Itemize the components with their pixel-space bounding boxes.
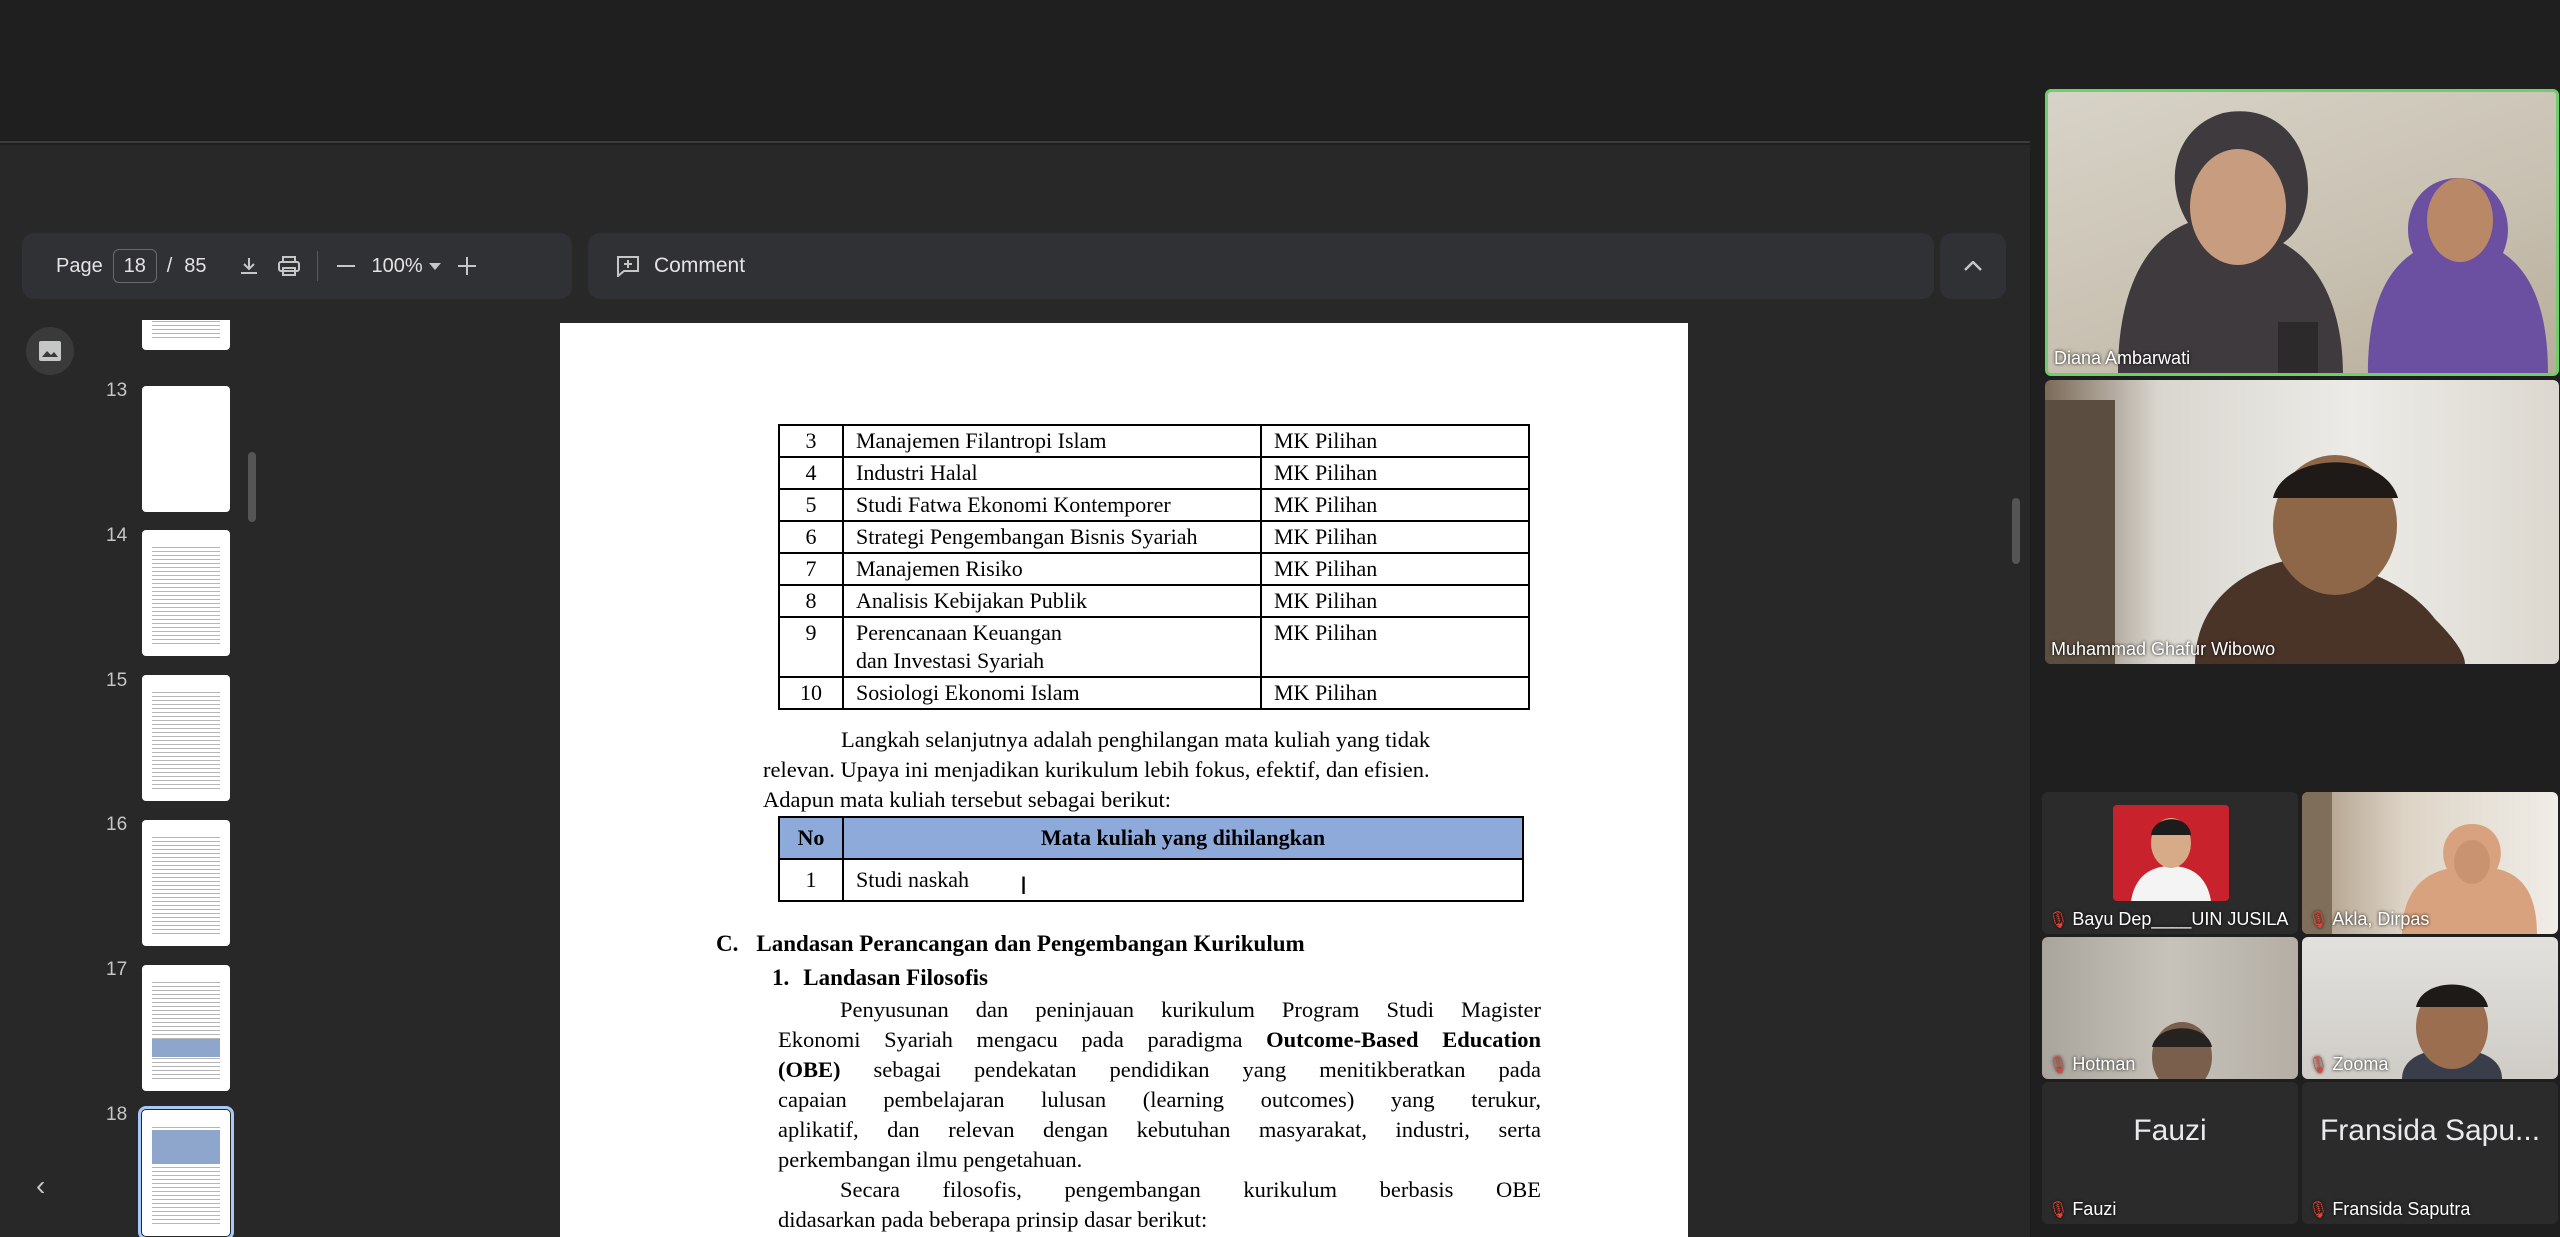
text-line: Penyusunan dan peninjauan kurikulum Program Studi Magister <box>840 997 1541 1022</box>
cell-name <box>843 617 1261 677</box>
subsection-heading-1 <box>772 965 988 991</box>
participant-name-row <box>2308 909 2429 930</box>
print-icon[interactable] <box>269 246 309 286</box>
participant-video <box>2045 380 2559 664</box>
pdf-page <box>560 323 1688 1237</box>
text-line: Adapun mata kuliah tersebut sebagai berikut: <box>763 787 1171 812</box>
text-line <box>778 1025 1541 1055</box>
document-scrollbar[interactable] <box>2012 498 2020 564</box>
docs-header <box>0 0 2030 143</box>
participant-tile-fransida[interactable] <box>2302 1082 2558 1224</box>
cell-no: 5 <box>779 489 843 521</box>
mic-off-icon: 🎙 <box>2048 1201 2069 1219</box>
cell-name-line: dan Investasi Syariah <box>856 648 1045 673</box>
elective-courses-table <box>778 424 1530 710</box>
participant-display-name: Fransida Sapu... <box>2319 1114 2541 1147</box>
subsection-title: Landasan Filosofis <box>803 965 988 990</box>
cell-name: Strategi Pengembangan Bisnis Syariah <box>843 521 1261 553</box>
participant-display-name: Fauzi <box>2133 1114 2207 1147</box>
participant-name: Zooma <box>2332 1054 2389 1074</box>
cell-type: MK Pilihan <box>1261 585 1529 617</box>
chevron-up-icon <box>1964 261 1982 271</box>
thumbnail-number: 16 <box>106 814 128 835</box>
subsection-number: 1. <box>772 965 790 990</box>
participant-name-row <box>2048 1199 2116 1220</box>
mic-off-icon: 🎙 <box>2308 1201 2329 1219</box>
participant-name: Fauzi <box>2072 1199 2117 1219</box>
table-row <box>779 585 1529 617</box>
paragraph-obe <box>778 995 1541 1235</box>
cell-name: Studi Fatwa Ekonomi Kontemporer <box>843 489 1261 521</box>
table-row <box>779 553 1529 585</box>
column-header-no: No <box>779 817 843 859</box>
text-line: Langkah selanjutnya adalah penghilangan mata kuliah yang tidak <box>841 727 1431 752</box>
participant-name-row <box>2048 909 2288 930</box>
meeting-panel <box>2030 0 2560 1237</box>
participant-tile-hotman[interactable] <box>2042 937 2298 1079</box>
page-number-input[interactable]: 18 <box>113 249 157 283</box>
cell-name: Studi naskah <box>843 859 1523 901</box>
cell-type: MK Pilihan <box>1261 617 1529 677</box>
zoom-out-icon[interactable] <box>326 246 366 286</box>
participant-name: Akla, Dirpas <box>2332 909 2430 929</box>
cell-type: MK Pilihan <box>1261 425 1529 457</box>
cell-type: MK Pilihan <box>1261 457 1529 489</box>
column-header-course: Mata kuliah yang dihilangkan <box>843 817 1523 859</box>
cell-name: Analisis Kebijakan Publik <box>843 585 1261 617</box>
cell-no: 8 <box>779 585 843 617</box>
thumbnail-page-15[interactable] <box>142 675 230 801</box>
table-row <box>779 425 1529 457</box>
removed-courses-table <box>778 816 1524 902</box>
collapse-sidebar-icon[interactable]: ‹ <box>36 1170 46 1201</box>
thumbnail-number: 13 <box>106 380 128 401</box>
cell-type: MK Pilihan <box>1261 677 1529 709</box>
text-line: relevan. Upaya ini menjadikan kurikulum lebih fokus, efektif, dan efisien. <box>763 757 1430 782</box>
cell-no: 9 <box>779 617 843 677</box>
participant-name: Bayu Dep____UIN JUSILA <box>2072 909 2289 929</box>
participant-name-row <box>2308 1199 2470 1220</box>
participant-tile-bayu[interactable] <box>2042 792 2298 934</box>
section-title: Landasan Perancangan dan Pengembangan Kurikulum <box>756 931 1305 956</box>
text-span: sebagai pendekatan pendidikan yang menitikberatkan pada <box>840 1057 1541 1082</box>
cell-no: 10 <box>779 677 843 709</box>
cell-type: MK Pilihan <box>1261 489 1529 521</box>
thumbnail-page-18[interactable] <box>142 1110 230 1236</box>
cell-name: Manajemen Risiko <box>843 553 1261 585</box>
cell-no: 4 <box>779 457 843 489</box>
participant-tile-ghafur[interactable] <box>2045 380 2559 664</box>
table-header-row <box>779 817 1523 859</box>
table-row <box>779 457 1529 489</box>
zoom-level[interactable]: 100% <box>371 254 423 277</box>
comment-button[interactable]: Comment <box>654 254 746 277</box>
thumbnails-toggle-button[interactable] <box>26 327 74 375</box>
zoom-in-icon[interactable] <box>447 246 487 286</box>
zoom-dropdown-icon[interactable] <box>423 246 447 286</box>
table-row <box>779 677 1529 709</box>
cell-no: 3 <box>779 425 843 457</box>
thumbnail-page-13[interactable] <box>142 386 230 512</box>
add-comment-icon[interactable] <box>616 255 640 277</box>
page-thumbnails <box>90 320 250 1237</box>
image-icon <box>38 340 62 362</box>
text-span: Ekonomi Syariah mengacu pada paradigma <box>778 1027 1267 1052</box>
thumbnail-number: 17 <box>106 959 128 980</box>
participant-photo <box>2113 805 2229 901</box>
text-line: aplikatif, dan relevan dengan kebutuhan masyarakat, industri, serta <box>778 1117 1541 1142</box>
thumbnail-number: 14 <box>106 525 128 546</box>
page-toolbar <box>22 233 572 299</box>
section-letter: C. <box>716 931 739 956</box>
participant-video <box>2048 92 2556 373</box>
cell-name: Sosiologi Ekonomi Islam <box>843 677 1261 709</box>
toolbar-divider <box>317 251 318 281</box>
cell-name: Manajemen Filantropi Islam <box>843 425 1261 457</box>
thumbnail-page-12[interactable] <box>142 320 230 350</box>
collapse-toolbar-button[interactable] <box>1940 233 2006 299</box>
participant-name-row <box>2048 1054 2135 1075</box>
participant-name: Muhammad Ghafur Wibowo <box>2051 639 2276 659</box>
cell-no: 7 <box>779 553 843 585</box>
participant-name-row <box>2308 1054 2388 1075</box>
cell-name: Industri Halal <box>843 457 1261 489</box>
table-row <box>779 859 1523 901</box>
thumbnails-scrollbar[interactable] <box>248 452 256 522</box>
mic-off-icon: 🎙 <box>2308 1056 2329 1074</box>
text-bold: (OBE) <box>778 1057 841 1082</box>
download-icon[interactable] <box>229 246 269 286</box>
mic-off-icon: 🎙 <box>2048 911 2069 929</box>
text-line: capaian pembelajaran lulusan (learning outcomes) yang terukur, <box>778 1087 1541 1112</box>
mic-off-icon: 🎙 <box>2048 1056 2069 1074</box>
cell-no: 1 <box>779 859 843 901</box>
thumbnail-page-14[interactable] <box>142 530 230 656</box>
page-separator: / <box>166 254 173 277</box>
text-bold: Outcome-Based Education <box>1266 1027 1541 1052</box>
participant-name: Diana Ambarwati <box>2054 348 2191 368</box>
text-line: Secara filosofis, pengembangan kurikulum berbasis OBE <box>840 1177 1541 1202</box>
text-cursor-icon: I <box>1020 872 1028 900</box>
table-row <box>779 489 1529 521</box>
thumbnail-number: 18 <box>106 1104 128 1125</box>
paragraph-removal <box>763 725 1541 815</box>
thumbnail-page-17[interactable] <box>142 965 230 1091</box>
thumbnail-page-16[interactable] <box>142 820 230 946</box>
participant-name: Fransida Saputra <box>2332 1199 2471 1219</box>
text-line <box>778 1055 1541 1085</box>
page-label: Page <box>56 254 103 277</box>
section-heading-c <box>716 931 1305 957</box>
mic-off-icon: 🎙 <box>2308 911 2329 929</box>
participant-tile-zooma[interactable] <box>2302 937 2558 1079</box>
total-pages: 85 <box>184 254 207 277</box>
thumbnail-number: 15 <box>106 670 128 691</box>
cell-type: MK Pilihan <box>1261 521 1529 553</box>
participant-tile-fauzi[interactable] <box>2042 1082 2298 1224</box>
text-line: perkembangan ilmu pengetahuan. <box>778 1147 1083 1172</box>
cell-type: MK Pilihan <box>1261 553 1529 585</box>
table-row <box>779 617 1529 677</box>
table-row <box>779 521 1529 553</box>
participant-name: Hotman <box>2072 1054 2136 1074</box>
participant-tile-diana[interactable] <box>2045 89 2559 376</box>
cell-name-line: Perencanaan Keuangan <box>856 620 1062 645</box>
text-line: didasarkan pada beberapa prinsip dasar berikut: <box>778 1207 1208 1232</box>
participant-tile-akla[interactable] <box>2302 792 2558 934</box>
cell-no: 6 <box>779 521 843 553</box>
comment-toolbar <box>588 233 1934 299</box>
